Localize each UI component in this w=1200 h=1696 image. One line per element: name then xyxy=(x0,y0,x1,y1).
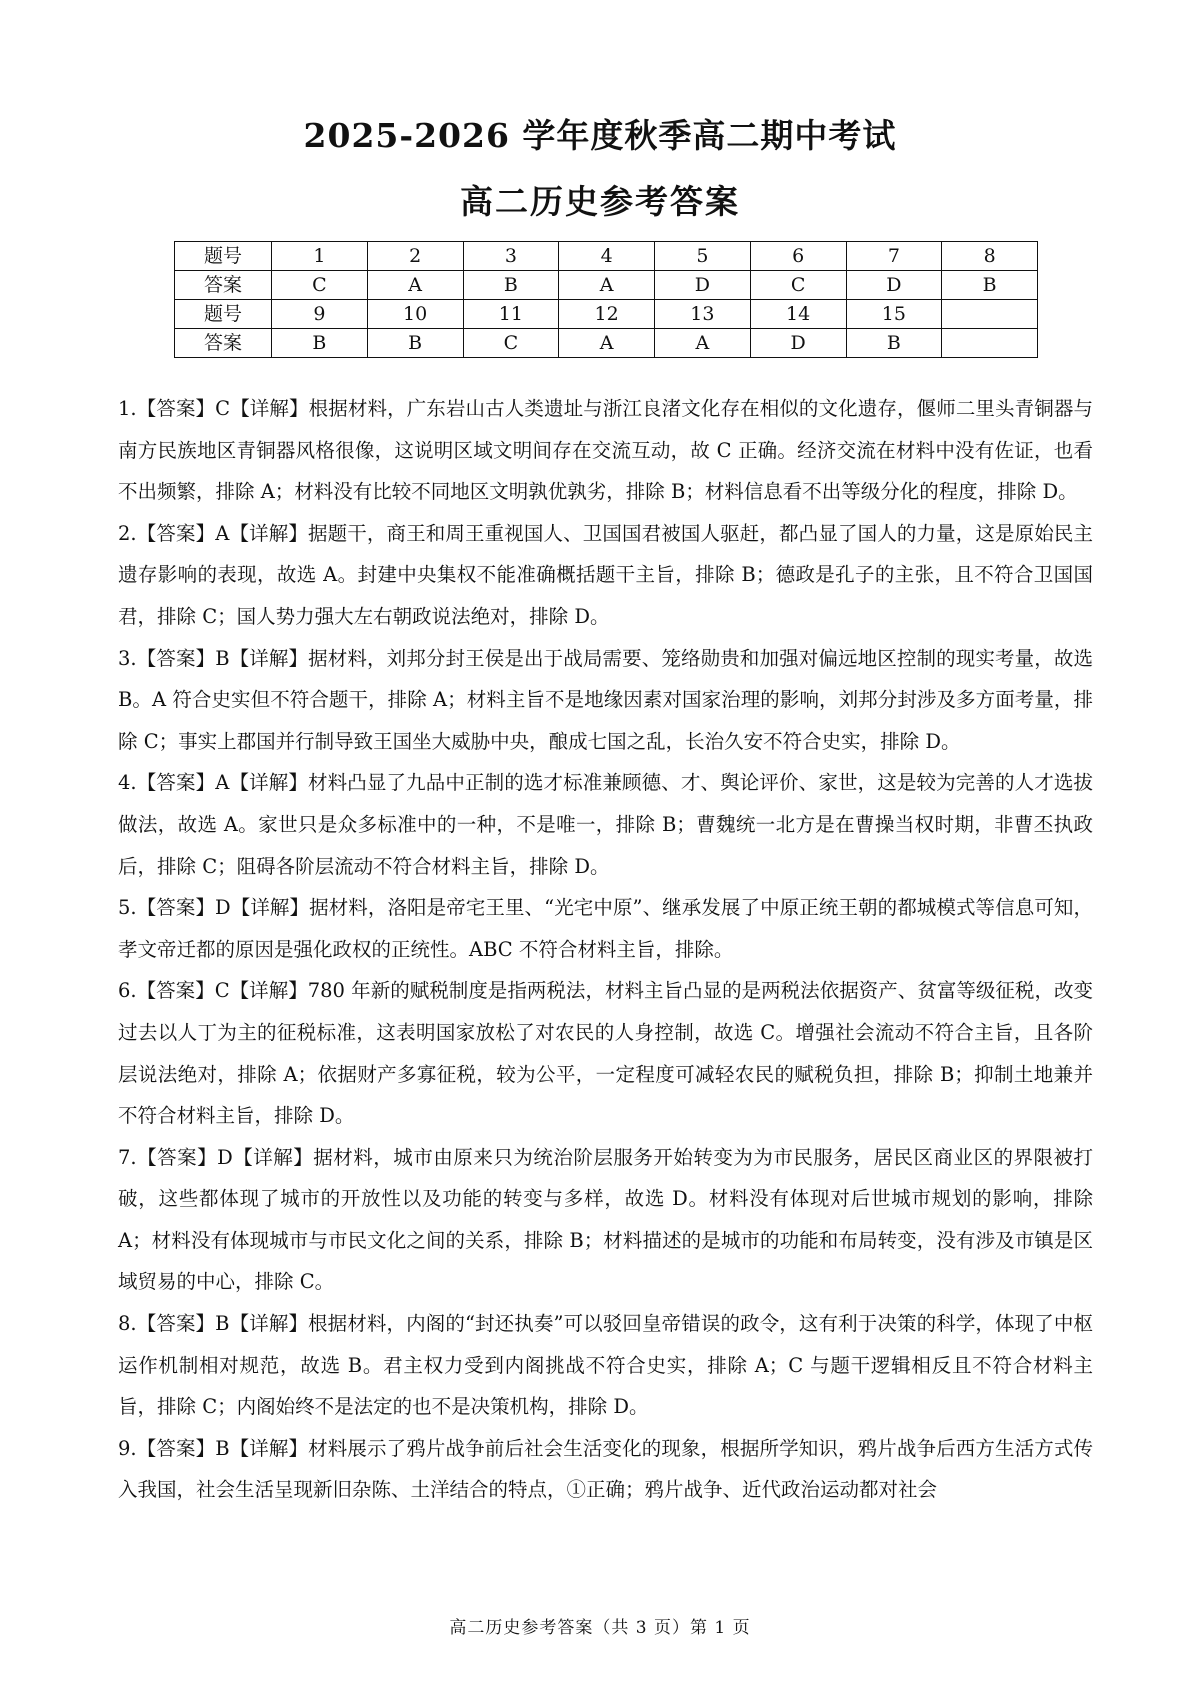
table-cell: 4 xyxy=(559,242,655,271)
explanation-item: 2.【答案】A【详解】据题干，商王和周王重视国人、卫国国君被国人驱赶，都凸显了国人的力量，这是原始民主遗存影响的表现，故选 A。封建中央集权不能准确概括题干主旨，排除 B；德政是孔子的主张，且不符合卫国国君，排除 C；国人势力强大左右朝政说法绝对，排除 D。 xyxy=(118,521,1093,628)
table-cell: 1 xyxy=(272,242,368,271)
explanation-item: 6.【答案】C【详解】780 年新的赋税制度是指两税法，材料主旨凸显的是两税法依据资产、贫富等级征税，改变过去以人丁为主的征税标准，这表明国家放松了对农民的人身控制，故选 C。增强社会流动不符合主旨，且各阶层说法绝对，排除 A；依据财产多寡征税，较为公平，一定程度可减轻农民的赋税负担，排除 B；抑制土地兼并不符合材料主旨，排除 D。 xyxy=(118,979,1093,1128)
table-row xyxy=(175,329,1038,358)
table-cell: D xyxy=(750,329,846,358)
table-cell: 14 xyxy=(750,300,846,329)
explanation-item: 8.【答案】B【详解】根据材料，内阁的“封还执奏”可以驳回皇帝错误的政令，这有利于决策的科学，体现了中枢运作机制相对规范，故选 B。君主权力受到内阁挑战不符合史实，排除 A；C 与题干逻辑相反且不符合材料主旨，排除 C；内阁始终不是法定的也不是决策机构，排除 D。 xyxy=(118,1312,1093,1419)
explanation-item: 7.【答案】D【详解】据材料，城市由原来只为统治阶层服务开始转变为为市民服务，居民区商业区的界限被打破，这些都体现了城市的开放性以及功能的转变与多样，故选 D。材料没有体现对后世城市规划的影响，排除 A；材料没有体现城市与市民文化之间的关系，排除 B；材料描述的是城市的功能和布局转变，没有涉及市镇是区域贸易的中心，排除 C。 xyxy=(118,1145,1093,1294)
table-cell: 7 xyxy=(846,242,942,271)
table-cell: 2 xyxy=(367,242,463,271)
table-cell: A xyxy=(367,271,463,300)
row-label: 题号 xyxy=(175,300,272,329)
table-cell: 10 xyxy=(367,300,463,329)
table-row xyxy=(175,271,1038,300)
table-cell xyxy=(942,300,1038,329)
table-cell: 9 xyxy=(272,300,368,329)
page-footer: 高二历史参考答案（共 3 页）第 1 页 xyxy=(449,1618,751,1638)
explanation-item: 9.【答案】B【详解】材料展示了鸦片战争前后社会生活变化的现象，根据所学知识，鸦片战争后西方生活方式传入我国，社会生活呈现新旧杂陈、土洋结合的特点，①正确；鸦片战争、近代政治运动都对社会 xyxy=(118,1436,1093,1502)
table-cell: 8 xyxy=(942,242,1038,271)
table-cell: C xyxy=(750,271,846,300)
table-cell xyxy=(942,329,1038,358)
table-row xyxy=(175,242,1038,271)
table-cell: D xyxy=(846,271,942,300)
table-cell: C xyxy=(463,329,559,358)
table-cell: B xyxy=(272,329,368,358)
table-cell: 5 xyxy=(655,242,751,271)
table-cell: 6 xyxy=(750,242,846,271)
table-cell: A xyxy=(559,271,655,300)
explanations-body xyxy=(118,388,1093,1511)
table-cell: B xyxy=(367,329,463,358)
page-title: 2025-2026 学年度秋季高二期中考试 xyxy=(303,116,897,155)
table-cell: 13 xyxy=(655,300,751,329)
explanation-item: 4.【答案】A【详解】材料凸显了九品中正制的选才标准兼顾德、才、舆论评价、家世，这是较为完善的人才选拔做法，故选 A。家世只是众多标准中的一种，不是唯一，排除 B；曹魏统一北方是在曹操当权时期，非曹丕执政后，排除 C；阻碍各阶层流动不符合材料主旨，排除 D。 xyxy=(118,771,1093,878)
table-cell: B xyxy=(463,271,559,300)
row-label: 答案 xyxy=(175,329,272,358)
explanation-item: 1.【答案】C【详解】根据材料，广东岩山古人类遗址与浙江良渚文化存在相似的文化遗存，偃师二里头青铜器与南方民族地区青铜器风格很像，这说明区域文明间存在交流互动，故 C 正确。经济交流在材料中没有佐证，也看不出频繁，排除 A；材料没有比较不同地区文明孰优孰劣，排除 B；材料信息看不出等级分化的程度，排除 D。 xyxy=(118,397,1093,504)
row-label: 答案 xyxy=(175,271,272,300)
row-label: 题号 xyxy=(175,242,272,271)
table-row xyxy=(175,300,1038,329)
table-cell: B xyxy=(846,329,942,358)
page-subtitle: 高二历史参考答案 xyxy=(460,182,740,221)
table-cell: 3 xyxy=(463,242,559,271)
explanation-item: 3.【答案】B【详解】据材料，刘邦分封王侯是出于战局需要、笼络勋贵和加强对偏远地区控制的现实考量，故选 B。A 符合史实但不符合题干，排除 A；材料主旨不是地缘因素对国家治理的影响，刘邦分封涉及多方面考量，排除 C；事实上郡国并行制导致王国坐大威胁中央，酿成七国之乱，长治久安不符合史实，排除 D。 xyxy=(118,646,1093,753)
table-cell: 12 xyxy=(559,300,655,329)
table-cell: 11 xyxy=(463,300,559,329)
explanation-item: 5.【答案】D【详解】据材料，洛阳是帝宅王里、“光宅中原”、继承发展了中原正统王朝的都城模式等信息可知，孝文帝迁都的原因是强化政权的正统性。ABC 不符合材料主旨，排除。 xyxy=(118,896,1093,961)
table-cell: A xyxy=(559,329,655,358)
table-cell: A xyxy=(655,329,751,358)
table-cell: D xyxy=(655,271,751,300)
table-cell: 15 xyxy=(846,300,942,329)
table-cell: B xyxy=(942,271,1038,300)
answer-table xyxy=(174,241,1038,358)
table-cell: C xyxy=(272,271,368,300)
